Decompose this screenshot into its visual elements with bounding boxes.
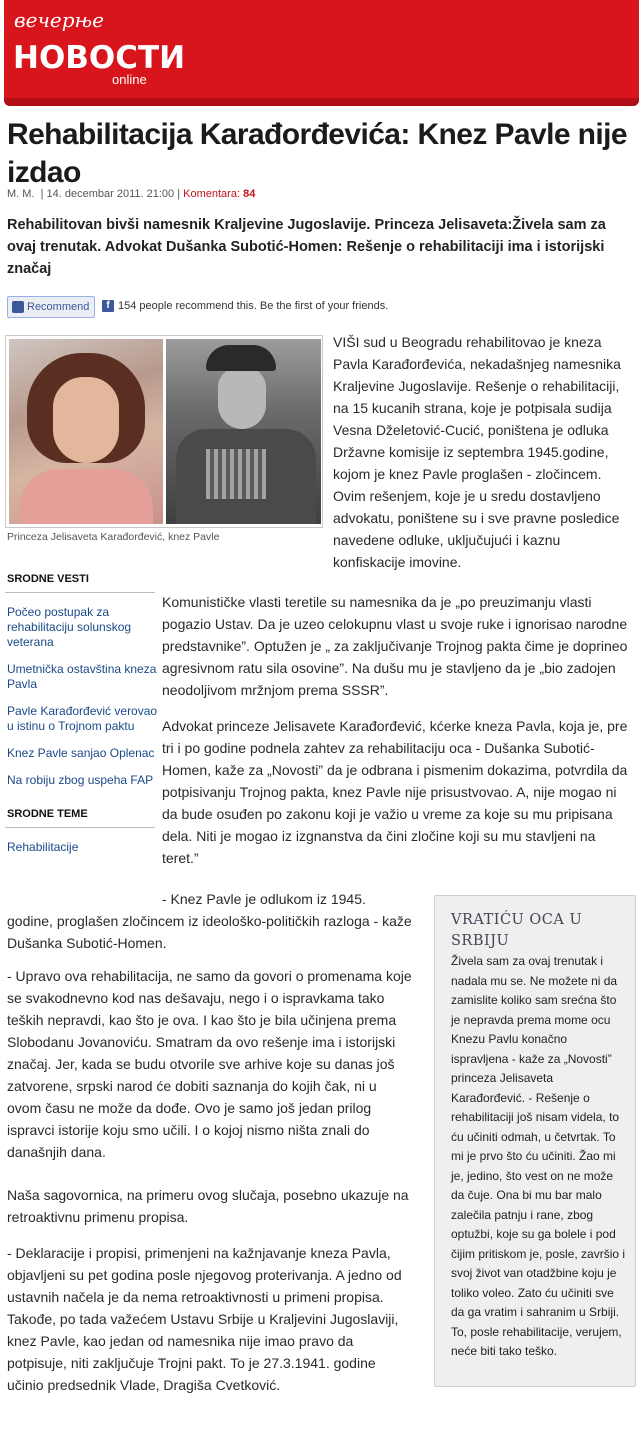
article-paragraph-2: Komunističke vlasti teretile su namesnika da je „po preuzimanju vlasti pogazio Ustav. Da je uzeo celokupnu vlast u svoje ruke i ignorisao narodne predstavnike”. Optužen je „ za zaključivanje Trojnog pakta čime je doprineo agresivnom ratu sila osovine”. Na dušu mu je stavljeno da je „bio zadojen neodoljivom mržnjom prema SSSR”. [162,594,628,698]
related-news-link[interactable]: Umetnička ostavština kneza Pavla [7,662,157,691]
logo-main-text[interactable]: НОВОСТИ [13,40,186,76]
article-author: M. M. [7,188,35,200]
article-paragraph-3: Advokat princeze Jelisavete Karađorđević, kćerke kneza Pavla, koja je, pre tri i po godine podnela zahtev za rehabilitaciju oca - Dušanka Subotić-Homen, kaže za „Novosti” da je odbrana i pismenim dokazima, potvrdila da potpisivanju Trojnog pakta, knez Pavle nije prisustvovao. A, nije mogao ni da bude osuđen po zakonu koji je važio u vreme za koje su mu pripisana dela. Niti je mogao iz izgnanstva da čini zločine koji su mu stavljeni na teret.” [162,718,628,866]
thumbs-up-icon [12,301,24,313]
header-stripe [4,98,639,106]
related-news-link[interactable]: Na robiju zbog uspeha FAP [7,773,154,787]
recommend-count-text: 154 people recommend this. Be the first of your friends. [118,300,389,312]
related-news-divider [5,592,155,593]
related-news-link[interactable]: Knez Pavle sanjao Oplenac [7,746,155,760]
related-topics-divider [5,827,155,828]
article-lead: Rehabilitovan bivši namesnik Kraljevine Jugoslavije. Princeza Jelisaveta:Živela sam za ovaj trenutak. Advokat Dušanka Subotić-Homen: Rešenje o rehabilitaciji ima i istorijski značaj [7,217,606,277]
logo-sub-text: online [112,72,147,87]
logo-top-text: вечерње [14,8,104,32]
related-topic-link[interactable]: Rehabilitacije [7,840,79,854]
quote-box-title: VRATIĆU OCA U SRBIJU [451,912,583,949]
photo-princess [9,339,163,524]
article-paragraph-4: - Knez Pavle je odlukom iz 1945. godine, proglašen zločincem iz ideološko-političkih razloga - kaže Dušanka Subotić-Homen. [7,891,412,951]
site-header[interactable] [4,0,639,106]
article-paragraph-7: - Deklaracije i propisi, primenjeni na kažnjavanje kneza Pavla, objavljeni su pet godina posle njegovog proterivanja. A jedno od ustavnih načela je da nema retroaktivnosti u primeni propisa. Takođe, po tada važećem Ustavu Srbije u Kraljevini Jugoslaviji, knez Pavle, kao jedan od namesnika nije imao pravo da potpisuje, niti zaključuje Trojni pakt. To je 27.3.1941. godine učinio predsednik Vlade, Dragiša Cvetković. [7,1245,402,1393]
quote-box-text: Živela sam za ovaj trenutak i nadala mu se. Ne možete ni da zamislite koliko sam srećna što je nepravda prema mome ocu Knezu Pavlu konačno ispravljena - kaže za „Novosti” princeza Jelisaveta Karađorđević. - Rešenje o rehabilitaciji još nisam videla, to ću učiniti odmah, u četvrtak. To mi je prvo što ću učiniti. Žao mi je, jedino, što vest on ne može da čuje. Ona bi mu bar malo zalečila patnju i rane, zbog optužbi, koje su ga bolele i pod čijim pritiskom je, posle, završio i svoj život van otadžbine koju je toliko voleo. Zato ću učiniti sve da ga vratim i sahranim u Srbiji. To, posle rehabilitacije, verujem, neće biti tako teško. [451,954,626,1358]
recommend-info [102,300,388,312]
article-photo[interactable] [5,335,323,528]
recommend-label: Recommend [27,301,90,313]
comments-count: 84 [243,188,256,200]
comments-label: Komentara: [183,188,241,200]
article-title: Rehabilitacija Karađorđevića: Knez Pavle nije izdao [7,118,627,189]
recommend-button[interactable] [7,296,95,318]
comments-link[interactable] [183,188,255,200]
article-paragraph-5: - Upravo ova rehabilitacija, ne samo da govori o promenama koje se svakodnevno kod nas dešavaju, nego i o ispravkama tako teških nepravdi, kao što je ova. I kao što je bila učinjena prema Slobodanu Jovanoviću. Smatram da ovo rešenje ima i istorijski značaj. Jer, kada se budu otvorile sve arhive koje su danas još zatvorene, srpski narod će dobiti saznanja do kojih čak, ni u ovom času ne može da dođe. Ovo je samo još jedan prilog ispravci istorije koju smo učili. I o kojoj nismo ništa znali do današnjih dana. [7,968,412,1160]
quote-box [434,895,636,1387]
related-news-link[interactable]: Pavle Karađorđević verovao u istinu o Trojnom paktu [7,704,158,733]
article-meta: M. M. | 14. decembar 2011. 21:00 | Komentara: 84 [7,188,256,200]
article-paragraph-1: VIŠI sud u Beogradu rehabilitovao je kneza Pavla Karađorđevića, nekadašnjeg namesnika Kraljevine Jugoslavije. Rešenje o rehabilitaciji, na 15 kucanih strana, koje je potpisala sudija Vesna Dželetović-Cucić, poništena je odluka Državne komisije iz septembra 1945.godine, kojom je knez Pavle proglašen - zločincem. Ovim rešenjem, koje je u sredu dostavljeno advokatu, poništene su i sve pravne posledice navedene odluke, uključujući i kaznu konfiskacije imovine. [333,334,621,570]
article-paragraph-6: Naša sagovornica, na primeru ovog slučaja, posebno ukazuje na retroaktivnu primenu propisa. [7,1187,409,1225]
article-date: 14. decembar 2011. 21:00 [46,188,175,200]
facebook-icon: f [102,300,114,312]
related-topics-heading: SRODNE TEME [7,808,88,820]
related-news-heading: SRODNE VESTI [7,573,89,585]
related-news-link[interactable]: Počeo postupak za rehabilitaciju solunskog veterana [7,605,132,649]
photo-prince-pavle [166,339,321,524]
photo-caption: Princeza Jelisaveta Karađorđević, knez Pavle [7,531,220,543]
